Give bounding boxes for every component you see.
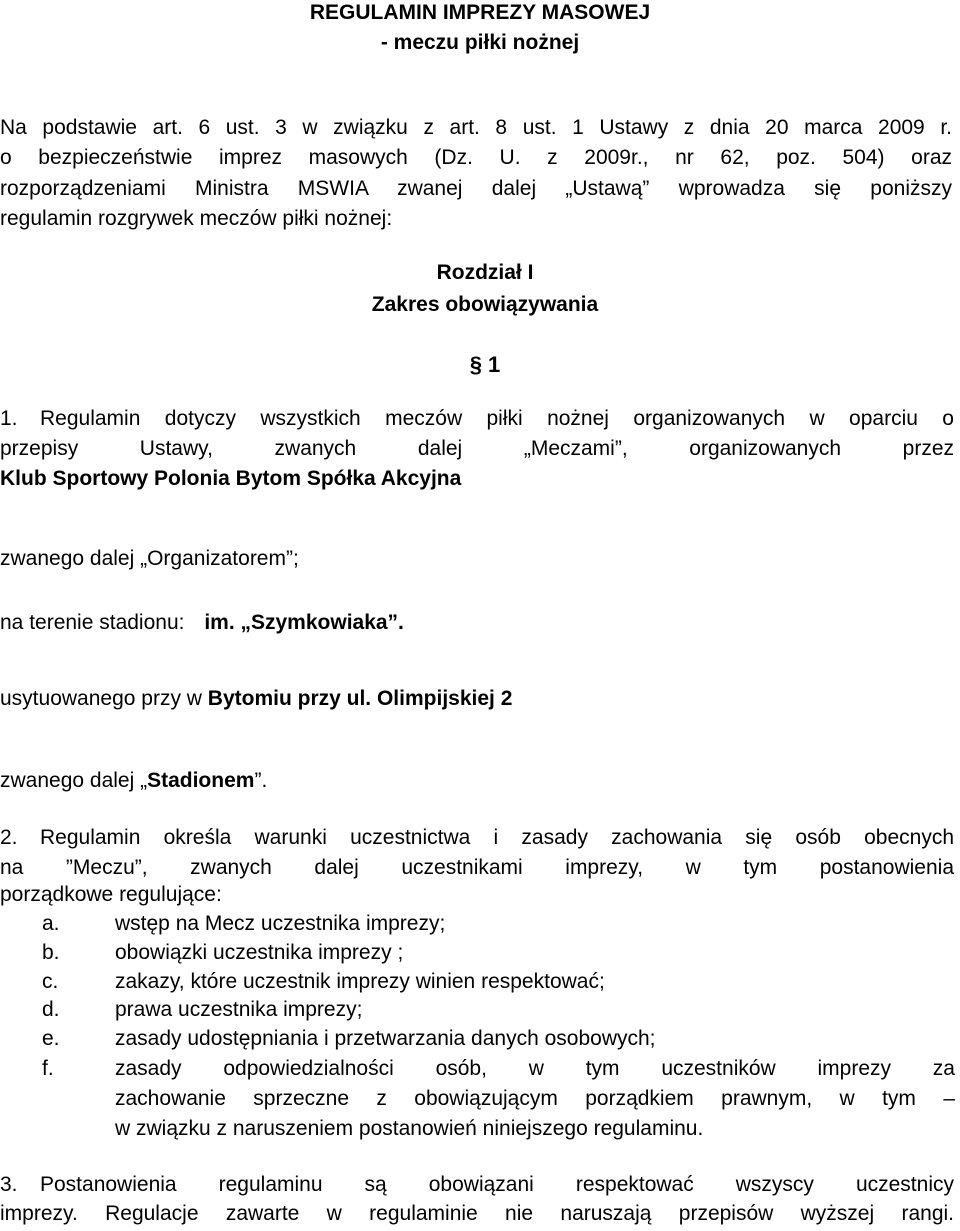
p2-number: 2. xyxy=(0,826,18,849)
chapter-label: Rozdział I xyxy=(436,261,534,284)
chapter-name: Zakres obowiązywania xyxy=(371,293,599,316)
location-prefix: usytuowanego przy w xyxy=(0,687,202,710)
list-item-letter: d. xyxy=(42,998,60,1021)
p1-line-2: przepisy Ustawy, zwanych dalej „Meczami”, organizowanych przez xyxy=(0,437,954,460)
list-item-letter: a. xyxy=(42,912,60,935)
location-address: Bytomiu przy ul. Olimpijskiej 2 xyxy=(207,687,513,710)
list-item-text: obowiązki uczestnika imprezy ; xyxy=(115,941,404,964)
list-item-letter: c. xyxy=(42,970,59,993)
stadium-ref-suffix: ”. xyxy=(254,769,268,792)
title-line-1: REGULAMIN IMPREZY MASOWEJ xyxy=(309,1,651,24)
p2-line-2: na ”Meczu”, zwanych dalej uczestnikami imprezy, w tym postanowienia xyxy=(0,856,954,879)
list-item-letter: b. xyxy=(42,941,60,964)
location-line xyxy=(0,686,960,712)
stadium-prefix: na terenie stadionu: xyxy=(0,611,185,634)
list-item-text: prawa uczestnika imprezy; xyxy=(115,998,363,1021)
stadium-ref-line xyxy=(0,768,960,794)
p3-line-2: imprezy. Regulacje zawarte w regulaminie nie naruszają przepisów wyższej rangi. xyxy=(0,1202,954,1225)
intro-line-4: regulamin rozgrywek meczów piłki nożnej: xyxy=(0,207,393,230)
club-name: Klub Sportowy Polonia Bytom Spółka Akcyjna xyxy=(0,467,462,490)
p3-number: 3. xyxy=(0,1173,18,1196)
list-item-text: zasady odpowiedzialności osób, w tym uczestników imprezy za xyxy=(115,1057,955,1080)
intro-line-2: o bezpieczeństwie imprez masowych (Dz. U. z 2009r., nr 62, poz. 504) oraz xyxy=(0,146,952,169)
p2-line-1: Regulamin określa warunki uczestnictwa i zasady zachowania się osób obecnych xyxy=(40,826,954,849)
stadium-ref-bold: Stadionem xyxy=(147,769,255,792)
p1-number: 1. xyxy=(0,407,18,430)
list-item-text: zasady udostępniania i przetwarzania danych osobowych; xyxy=(115,1027,656,1050)
stadium-ref-prefix: zwanego dalej „ xyxy=(0,769,148,792)
organizer-line: zwanego dalej „Organizatorem”; xyxy=(0,547,299,570)
intro-line-3: rozporządzeniami Ministra MSWIA zwanej dalej „Ustawą” wprowadza się poniższy xyxy=(0,177,952,200)
stadium-line xyxy=(0,610,960,636)
section-sign: § 1 xyxy=(469,352,501,377)
list-item-letter: e. xyxy=(42,1027,60,1050)
list-item-text: zakazy, które uczestnik imprezy winien respektować; xyxy=(115,970,605,993)
stadium-name: im. „Szymkowiaka”. xyxy=(204,611,404,634)
list-item-text: wstęp na Mecz uczestnika imprezy; xyxy=(115,912,446,935)
title-line-2: - meczu piłki nożnej xyxy=(380,31,580,54)
p2-line-3: porządkowe regulujące: xyxy=(0,883,222,906)
list-item-f-line-3: w związku z naruszeniem postanowień niniejszego regulaminu. xyxy=(115,1117,704,1140)
intro-line-1: Na podstawie art. 6 ust. 3 w związku z art. 8 ust. 1 Ustawy z dnia 20 marca 2009 r. xyxy=(0,116,952,139)
list-item-letter: f. xyxy=(42,1057,54,1080)
p3-line-1: Postanowienia regulaminu są obowiązani respektować wszyscy uczestnicy xyxy=(40,1173,954,1196)
list-item-f-line-2: zachowanie sprzeczne z obowiązującym porządkiem prawnym, w tym – xyxy=(115,1087,955,1110)
p1-line-1: Regulamin dotyczy wszystkich meczów piłki nożnej organizowanych w oparciu o xyxy=(40,407,954,430)
